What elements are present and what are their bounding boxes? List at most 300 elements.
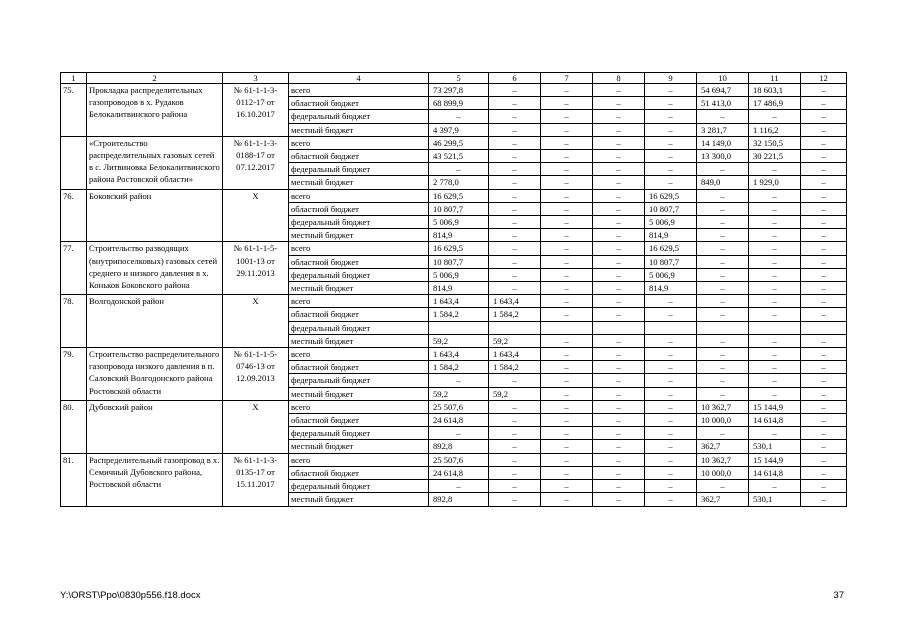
amount-cell: –	[593, 255, 645, 268]
amount-cell: –	[749, 268, 801, 281]
amount-cell: –	[645, 163, 697, 176]
amount-cell: –	[801, 348, 847, 361]
amount-cell: 5 006,9	[429, 216, 489, 229]
object-name: Распределительный газопровод в х. Семичный Дубовского района, Ростовской области	[87, 453, 223, 506]
amount-cell: –	[593, 361, 645, 374]
amount-cell: 892,8	[429, 440, 489, 453]
amount-cell: –	[697, 163, 749, 176]
amount-cell: –	[541, 348, 593, 361]
funding-source-label: федеральный бюджет	[289, 216, 429, 229]
amount-cell: –	[489, 414, 541, 427]
column-number-row	[61, 73, 847, 84]
funding-source-label: всего	[289, 136, 429, 149]
expertise-document: Х	[223, 400, 289, 453]
amount-cell: –	[593, 268, 645, 281]
amount-cell: –	[801, 216, 847, 229]
funding-source-label: местный бюджет	[289, 282, 429, 295]
amount-cell: –	[541, 334, 593, 347]
funding-source-label: всего	[289, 453, 429, 466]
amount-cell: –	[801, 176, 847, 189]
table-row	[61, 242, 847, 255]
funding-source-label: всего	[289, 189, 429, 202]
amount-cell: –	[593, 84, 645, 97]
amount-cell: 16 629,5	[429, 242, 489, 255]
amount-cell: –	[489, 176, 541, 189]
amount-cell: –	[801, 84, 847, 97]
object-name: Прокладка распределительных газопроводов в х. Рудаков Белокалитвинского района	[87, 84, 223, 137]
funding-source-label: местный бюджет	[289, 229, 429, 242]
amount-cell: –	[489, 202, 541, 215]
expertise-document: № 61-1-1-5-1001-13 от 29.11.2013	[223, 242, 289, 295]
amount-cell: –	[541, 123, 593, 136]
amount-cell: –	[489, 150, 541, 163]
table-row	[61, 400, 847, 413]
row-number: 75.	[61, 84, 87, 137]
table-row	[61, 136, 847, 149]
row-number: 78.	[61, 295, 87, 348]
amount-cell: 814,9	[645, 282, 697, 295]
amount-cell: –	[593, 308, 645, 321]
amount-cell: –	[645, 493, 697, 506]
column-number-cell: 6	[489, 73, 541, 84]
amount-cell: 14 614,8	[749, 414, 801, 427]
amount-cell: –	[801, 282, 847, 295]
amount-cell: –	[489, 229, 541, 242]
amount-cell: –	[541, 229, 593, 242]
amount-cell: 1 116,2	[749, 123, 801, 136]
amount-cell: –	[541, 189, 593, 202]
amount-cell: –	[593, 150, 645, 163]
funding-source-label: федеральный бюджет	[289, 110, 429, 123]
amount-cell: –	[541, 427, 593, 440]
amount-cell: –	[697, 110, 749, 123]
amount-cell	[801, 321, 847, 334]
amount-cell: –	[801, 255, 847, 268]
amount-cell: 362,7	[697, 440, 749, 453]
expertise-document: № 61-1-1-3-0135-17 от 15.11.2017	[223, 453, 289, 506]
column-number-cell: 10	[697, 73, 749, 84]
amount-cell: –	[749, 216, 801, 229]
amount-cell: 10 000,0	[697, 414, 749, 427]
amount-cell: 15 144,9	[749, 453, 801, 466]
amount-cell: –	[645, 176, 697, 189]
funding-source-label: областной бюджет	[289, 150, 429, 163]
amount-cell	[489, 321, 541, 334]
amount-cell: –	[801, 466, 847, 479]
amount-cell: –	[541, 440, 593, 453]
amount-cell: –	[429, 163, 489, 176]
amount-cell: –	[697, 374, 749, 387]
amount-cell: –	[645, 84, 697, 97]
amount-cell: 30 221,5	[749, 150, 801, 163]
amount-cell: –	[801, 440, 847, 453]
amount-cell: –	[593, 493, 645, 506]
amount-cell: –	[489, 466, 541, 479]
amount-cell: –	[593, 176, 645, 189]
amount-cell: 530,1	[749, 440, 801, 453]
column-number-cell: 4	[289, 73, 429, 84]
amount-cell: –	[645, 427, 697, 440]
funding-source-label: областной бюджет	[289, 361, 429, 374]
amount-cell: –	[749, 374, 801, 387]
amount-cell: –	[593, 123, 645, 136]
amount-cell: 530,1	[749, 493, 801, 506]
object-name: «Строительство распределительных газовых сетей в с. Литвиновка Белокалитвинского района Ростовской области»	[87, 136, 223, 189]
amount-cell: –	[749, 295, 801, 308]
amount-cell: –	[801, 334, 847, 347]
amount-cell: –	[801, 374, 847, 387]
funding-source-label: всего	[289, 84, 429, 97]
amount-cell: –	[489, 440, 541, 453]
amount-cell: –	[801, 387, 847, 400]
amount-cell: –	[593, 189, 645, 202]
amount-cell: –	[697, 189, 749, 202]
amount-cell: 892,8	[429, 493, 489, 506]
amount-cell: –	[541, 136, 593, 149]
amount-cell: 10 807,7	[645, 255, 697, 268]
amount-cell: –	[645, 295, 697, 308]
amount-cell: –	[541, 242, 593, 255]
amount-cell: 24 614,8	[429, 414, 489, 427]
object-name: Строительство распределительного газопровода низкого давления в п. Саловский Волгодонского района Ростовской области	[87, 348, 223, 401]
object-name: Боковский район	[87, 189, 223, 242]
amount-cell: –	[645, 110, 697, 123]
amount-cell: –	[645, 387, 697, 400]
funding-source-label: областной бюджет	[289, 414, 429, 427]
amount-cell: –	[749, 242, 801, 255]
amount-cell: –	[489, 136, 541, 149]
amount-cell: 14 614,8	[749, 466, 801, 479]
amount-cell: 1 643,4	[489, 295, 541, 308]
column-number-cell: 1	[61, 73, 87, 84]
amount-cell: 3 281,7	[697, 123, 749, 136]
amount-cell: –	[593, 110, 645, 123]
row-number: 81.	[61, 453, 87, 506]
amount-cell: –	[489, 110, 541, 123]
amount-cell: 10 807,7	[429, 202, 489, 215]
amount-cell: –	[749, 480, 801, 493]
amount-cell: 1 929,0	[749, 176, 801, 189]
amount-cell: 25 507,6	[429, 453, 489, 466]
amount-cell: –	[749, 229, 801, 242]
amount-cell: –	[749, 334, 801, 347]
amount-cell: –	[645, 466, 697, 479]
row-number	[61, 136, 87, 189]
amount-cell: 59,2	[429, 387, 489, 400]
amount-cell: –	[489, 123, 541, 136]
amount-cell: –	[801, 136, 847, 149]
amount-cell: 814,9	[429, 282, 489, 295]
amount-cell: –	[645, 97, 697, 110]
amount-cell: –	[801, 242, 847, 255]
amount-cell: –	[429, 110, 489, 123]
amount-cell: –	[801, 268, 847, 281]
amount-cell: 849,0	[697, 176, 749, 189]
amount-cell: 51 413,0	[697, 97, 749, 110]
amount-cell: –	[593, 348, 645, 361]
amount-cell: –	[593, 427, 645, 440]
amount-cell	[593, 321, 645, 334]
amount-cell: –	[489, 427, 541, 440]
amount-cell: 25 507,6	[429, 400, 489, 413]
footer-page-number: 37	[833, 590, 844, 601]
amount-cell: –	[489, 493, 541, 506]
amount-cell: –	[489, 163, 541, 176]
amount-cell: –	[429, 427, 489, 440]
amount-cell: –	[593, 374, 645, 387]
amount-cell: –	[801, 361, 847, 374]
amount-cell: 1 584,2	[489, 308, 541, 321]
amount-cell: –	[541, 202, 593, 215]
amount-cell: –	[489, 97, 541, 110]
amount-cell: 10 362,7	[697, 400, 749, 413]
amount-cell: 46 299,5	[429, 136, 489, 149]
amount-cell: –	[593, 295, 645, 308]
funding-source-label: местный бюджет	[289, 123, 429, 136]
funding-source-label: местный бюджет	[289, 493, 429, 506]
amount-cell: –	[801, 163, 847, 176]
amount-cell: 4 397,9	[429, 123, 489, 136]
funding-source-label: областной бюджет	[289, 202, 429, 215]
amount-cell: 10 362,7	[697, 453, 749, 466]
amount-cell: –	[645, 480, 697, 493]
amount-cell: –	[489, 480, 541, 493]
amount-cell: –	[489, 282, 541, 295]
amount-cell: 68 899,9	[429, 97, 489, 110]
amount-cell: –	[541, 295, 593, 308]
amount-cell: –	[541, 387, 593, 400]
amount-cell: –	[541, 282, 593, 295]
amount-cell: –	[593, 202, 645, 215]
funding-source-label: федеральный бюджет	[289, 374, 429, 387]
amount-cell: –	[749, 163, 801, 176]
table-row	[61, 348, 847, 361]
amount-cell: 814,9	[645, 229, 697, 242]
expertise-document: Х	[223, 189, 289, 242]
amount-cell: –	[749, 361, 801, 374]
amount-cell: 59,2	[489, 334, 541, 347]
amount-cell: –	[801, 414, 847, 427]
amount-cell: –	[697, 268, 749, 281]
funding-source-label: всего	[289, 295, 429, 308]
amount-cell: –	[801, 150, 847, 163]
amount-cell: –	[697, 427, 749, 440]
amount-cell: –	[541, 308, 593, 321]
funding-source-label: областной бюджет	[289, 97, 429, 110]
funding-source-label: местный бюджет	[289, 334, 429, 347]
amount-cell	[697, 321, 749, 334]
amount-cell: –	[489, 374, 541, 387]
amount-cell: 5 006,9	[645, 216, 697, 229]
row-number: 76.	[61, 189, 87, 242]
amount-cell: 5 006,9	[429, 268, 489, 281]
amount-cell: –	[429, 374, 489, 387]
amount-cell: –	[593, 466, 645, 479]
object-name: Строительство разводящих (внутрипоселковых) газовых сетей среднего и низкого давления в х. Коньков Боковского района	[87, 242, 223, 295]
amount-cell: –	[749, 308, 801, 321]
amount-cell: –	[697, 282, 749, 295]
funding-source-label: местный бюджет	[289, 176, 429, 189]
table-row	[61, 453, 847, 466]
amount-cell: –	[801, 480, 847, 493]
amount-cell: –	[541, 150, 593, 163]
column-number-cell: 12	[801, 73, 847, 84]
amount-cell: –	[801, 97, 847, 110]
funding-source-label: местный бюджет	[289, 387, 429, 400]
column-number-cell: 2	[87, 73, 223, 84]
amount-cell: 16 629,5	[429, 189, 489, 202]
amount-cell: –	[489, 216, 541, 229]
column-number-cell: 8	[593, 73, 645, 84]
budget-table	[60, 72, 847, 507]
amount-cell: 5 006,9	[645, 268, 697, 281]
amount-cell: –	[489, 242, 541, 255]
amount-cell	[645, 321, 697, 334]
amount-cell: –	[541, 97, 593, 110]
amount-cell: –	[801, 189, 847, 202]
table-row	[61, 295, 847, 308]
amount-cell: –	[697, 348, 749, 361]
amount-cell: –	[749, 202, 801, 215]
amount-cell: –	[593, 414, 645, 427]
column-number-cell: 7	[541, 73, 593, 84]
amount-cell: –	[801, 308, 847, 321]
amount-cell: –	[801, 295, 847, 308]
amount-cell: –	[697, 361, 749, 374]
amount-cell: –	[749, 348, 801, 361]
amount-cell: –	[541, 453, 593, 466]
amount-cell: –	[697, 334, 749, 347]
object-name: Волгодонской район	[87, 295, 223, 348]
footer-file-path: Y:\ORST\Ppo\0830p556.f18.docx	[60, 590, 201, 601]
amount-cell: 16 629,5	[645, 242, 697, 255]
amount-cell: –	[593, 229, 645, 242]
amount-cell: 17 486,9	[749, 97, 801, 110]
expertise-document: № 61-1-1-3-0188-17 от 07.12.2017	[223, 136, 289, 189]
amount-cell: –	[645, 374, 697, 387]
amount-cell: –	[801, 229, 847, 242]
amount-cell: –	[801, 110, 847, 123]
amount-cell: –	[593, 334, 645, 347]
amount-cell: –	[541, 493, 593, 506]
amount-cell: 18 603,1	[749, 84, 801, 97]
amount-cell: 73 297,8	[429, 84, 489, 97]
amount-cell: –	[749, 255, 801, 268]
amount-cell: –	[801, 493, 847, 506]
expertise-document: № 61-1-1-5-0746-13 от 12.09.2013	[223, 348, 289, 401]
amount-cell: 59,2	[429, 334, 489, 347]
amount-cell: –	[541, 374, 593, 387]
amount-cell	[429, 321, 489, 334]
column-number-cell: 5	[429, 73, 489, 84]
amount-cell: –	[429, 480, 489, 493]
funding-source-label: федеральный бюджет	[289, 427, 429, 440]
amount-cell: –	[593, 453, 645, 466]
amount-cell: –	[697, 295, 749, 308]
amount-cell: –	[697, 229, 749, 242]
amount-cell: –	[593, 163, 645, 176]
funding-source-label: областной бюджет	[289, 255, 429, 268]
amount-cell: –	[749, 189, 801, 202]
amount-cell: –	[697, 242, 749, 255]
amount-cell: 24 614,8	[429, 466, 489, 479]
amount-cell: –	[645, 334, 697, 347]
amount-cell: –	[593, 136, 645, 149]
table-body	[61, 73, 847, 507]
amount-cell: 54 694,7	[697, 84, 749, 97]
amount-cell: –	[645, 308, 697, 321]
amount-cell	[541, 321, 593, 334]
amount-cell: –	[489, 400, 541, 413]
amount-cell: 16 629,5	[645, 189, 697, 202]
funding-source-label: федеральный бюджет	[289, 321, 429, 334]
row-number: 77.	[61, 242, 87, 295]
amount-cell: –	[801, 427, 847, 440]
amount-cell: –	[801, 123, 847, 136]
amount-cell: –	[541, 84, 593, 97]
amount-cell: –	[489, 268, 541, 281]
column-number-cell: 11	[749, 73, 801, 84]
amount-cell: –	[541, 176, 593, 189]
amount-cell: –	[749, 427, 801, 440]
amount-cell: –	[593, 282, 645, 295]
amount-cell: 10 807,7	[645, 202, 697, 215]
amount-cell: 15 144,9	[749, 400, 801, 413]
amount-cell: –	[593, 480, 645, 493]
amount-cell: –	[541, 466, 593, 479]
amount-cell: –	[489, 255, 541, 268]
amount-cell: 814,9	[429, 229, 489, 242]
amount-cell: 1 584,2	[429, 308, 489, 321]
amount-cell: –	[645, 150, 697, 163]
amount-cell: –	[541, 480, 593, 493]
amount-cell: 14 149,0	[697, 136, 749, 149]
column-number-cell: 3	[223, 73, 289, 84]
amount-cell: –	[593, 216, 645, 229]
amount-cell: –	[697, 202, 749, 215]
amount-cell: 2 778,0	[429, 176, 489, 189]
amount-cell: –	[645, 123, 697, 136]
amount-cell: –	[645, 348, 697, 361]
expertise-document: № 61-1-1-3-0112-17 от 16.10.2017	[223, 84, 289, 137]
amount-cell: –	[801, 453, 847, 466]
amount-cell: –	[697, 216, 749, 229]
amount-cell: –	[749, 387, 801, 400]
amount-cell: –	[541, 414, 593, 427]
amount-cell: 1 643,4	[429, 348, 489, 361]
row-number: 79.	[61, 348, 87, 401]
amount-cell: 59,2	[489, 387, 541, 400]
amount-cell: –	[801, 400, 847, 413]
amount-cell: –	[541, 216, 593, 229]
amount-cell	[749, 321, 801, 334]
row-number: 80.	[61, 400, 87, 453]
amount-cell: –	[593, 242, 645, 255]
amount-cell: –	[645, 136, 697, 149]
amount-cell: –	[697, 308, 749, 321]
amount-cell: –	[697, 387, 749, 400]
amount-cell: 43 521,5	[429, 150, 489, 163]
amount-cell: –	[541, 110, 593, 123]
funding-source-label: всего	[289, 348, 429, 361]
funding-source-label: всего	[289, 242, 429, 255]
amount-cell: 1 643,4	[489, 348, 541, 361]
amount-cell: –	[541, 268, 593, 281]
amount-cell: –	[541, 163, 593, 176]
funding-source-label: федеральный бюджет	[289, 480, 429, 493]
amount-cell: –	[593, 400, 645, 413]
amount-cell: –	[593, 440, 645, 453]
